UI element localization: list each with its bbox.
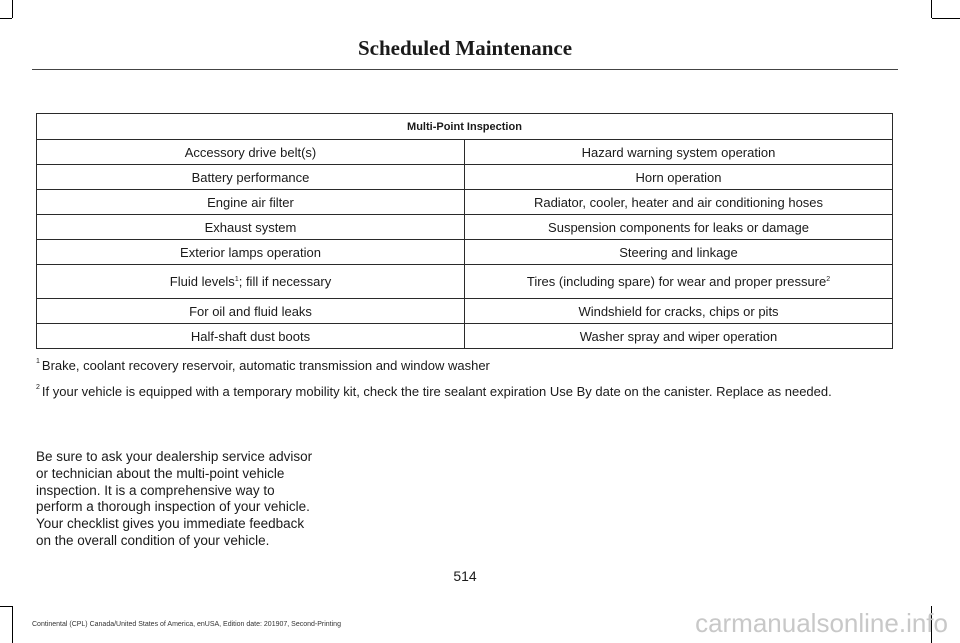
crop-mark: [0, 18, 12, 19]
page-title: Scheduled Maintenance: [357, 36, 573, 60]
table-row: [37, 215, 893, 240]
footnote-mark: 2: [36, 384, 40, 391]
table-row: [37, 165, 893, 190]
table-cell: For oil and fluid leaks: [37, 299, 465, 324]
table-row: [37, 265, 893, 299]
crop-mark: [931, 0, 932, 18]
table-row: [37, 324, 893, 349]
table-row: [37, 140, 893, 165]
footnote: [36, 384, 916, 399]
table-cell: Steering and linkage: [465, 240, 893, 265]
table-cell: Battery performance: [37, 165, 465, 190]
crop-mark: [12, 0, 13, 18]
footnote-ref: 2: [826, 276, 831, 283]
table-cell: Windshield for cracks, chips or pits: [465, 299, 893, 324]
title-divider: [32, 69, 898, 70]
table-cell: Engine air filter: [37, 190, 465, 215]
cell-text: ; fill if necessary: [238, 274, 332, 289]
footnote-text: Brake, coolant recovery reservoir, automatic transmission and window washer: [41, 358, 490, 373]
multi-point-inspection-table: [36, 113, 893, 349]
crop-mark: [0, 606, 12, 607]
cell-text: Fluid levels: [169, 274, 235, 289]
table-cell: Horn operation: [465, 165, 893, 190]
crop-mark: [932, 18, 960, 19]
table-cell: [465, 265, 893, 299]
crop-mark: [12, 606, 13, 643]
table-cell: Accessory drive belt(s): [37, 140, 465, 165]
table-header-row: [37, 114, 893, 140]
footnote-ref: 1: [234, 276, 239, 283]
table-cell: Hazard warning system operation: [465, 140, 893, 165]
table-header: Multi-Point Inspection: [37, 114, 893, 140]
footnote-mark: 1: [36, 358, 40, 365]
cell-text: Tires (including spare) for wear and proper pressure: [526, 274, 827, 289]
table-row: [37, 190, 893, 215]
page-number: 514: [453, 568, 477, 584]
table-cell: Exhaust system: [37, 215, 465, 240]
table-cell: Exterior lamps operation: [37, 240, 465, 265]
table-cell: Suspension components for leaks or damage: [465, 215, 893, 240]
footnote-text: If your vehicle is equipped with a temporary mobility kit, check the tire sealant expiration Use By date on the canister. Replace as needed.: [41, 384, 832, 399]
table-cell: [37, 265, 465, 299]
edition-footer: Continental (CPL) Canada/United States of America, enUSA, Edition date: 201907, Second-Printing: [32, 621, 341, 628]
table-cell: Radiator, cooler, heater and air conditioning hoses: [465, 190, 893, 215]
body-paragraph: Be sure to ask your dealership service advisor or technician about the multi-point vehicle inspection. It is a comprehensive way to perform a thorough inspection of your vehicle. Your checklist gives you immediate feedback on the overall condition of your vehicle.: [36, 449, 313, 548]
table-row: [37, 299, 893, 324]
table-row: [37, 240, 893, 265]
watermark: carmanualsonline.info: [695, 608, 948, 638]
footnote: [36, 358, 916, 373]
table-cell: Washer spray and wiper operation: [465, 324, 893, 349]
table-cell: Half-shaft dust boots: [37, 324, 465, 349]
